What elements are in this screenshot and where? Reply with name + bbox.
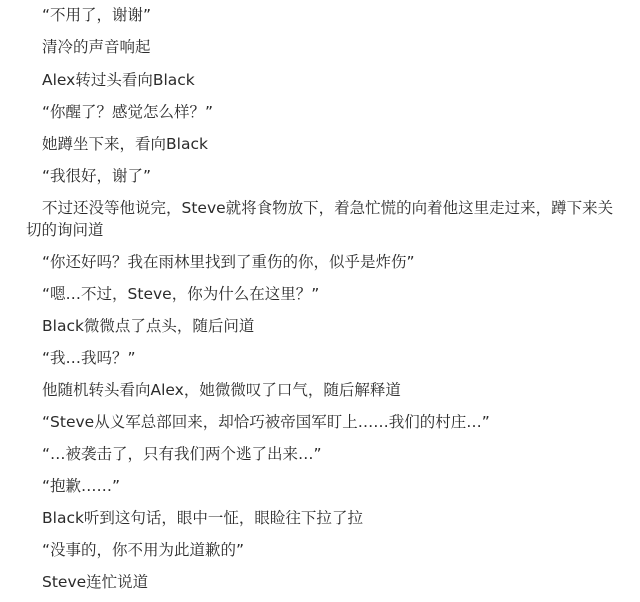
paragraph-4: “你醒了？感觉怎么样？” [42,103,214,121]
paragraph-15: “抱歉……” [42,477,121,495]
paragraph-8: “你还好吗？我在雨林里找到了重伤的你，似乎是炸伤” [42,253,415,271]
paragraph-12: 他随机转头看向Alex，她微微叹了口气，随后解释道 [42,381,401,399]
paragraph-1: “不用了，谢谢” [42,6,152,24]
paragraph-17: “没事的，你不用为此道歉的” [42,541,245,559]
paragraph-6: “我很好，谢了” [42,167,152,185]
paragraph-3: Alex转过头看向Black [42,71,195,89]
paragraph-18: Steve连忙说道 [42,573,149,591]
paragraph-9: “嗯…不过，Steve，你为什么在这里？” [42,285,320,303]
paragraph-14: “…被袭击了，只有我们两个逃了出来…” [42,445,322,463]
paragraph-2: 清冷的声音响起 [42,38,151,56]
paragraph-7: 不过还没等他说完，Steve就将食物放下，着急忙慌的向着他这里走过来，蹲下来关切的询问道 [26,199,614,239]
paragraph-11: “我…我吗？” [42,349,136,367]
paragraph-10: Black微微点了点头，随后问道 [42,317,255,335]
paragraph-13: “Steve从义军总部回来，却恰巧被帝国军盯上……我们的村庄…” [42,413,490,431]
paragraph-16: Black听到这句话，眼中一怔，眼睑往下拉了拉 [42,509,363,527]
paragraph-5: 她蹲坐下来，看向Black [42,135,208,153]
